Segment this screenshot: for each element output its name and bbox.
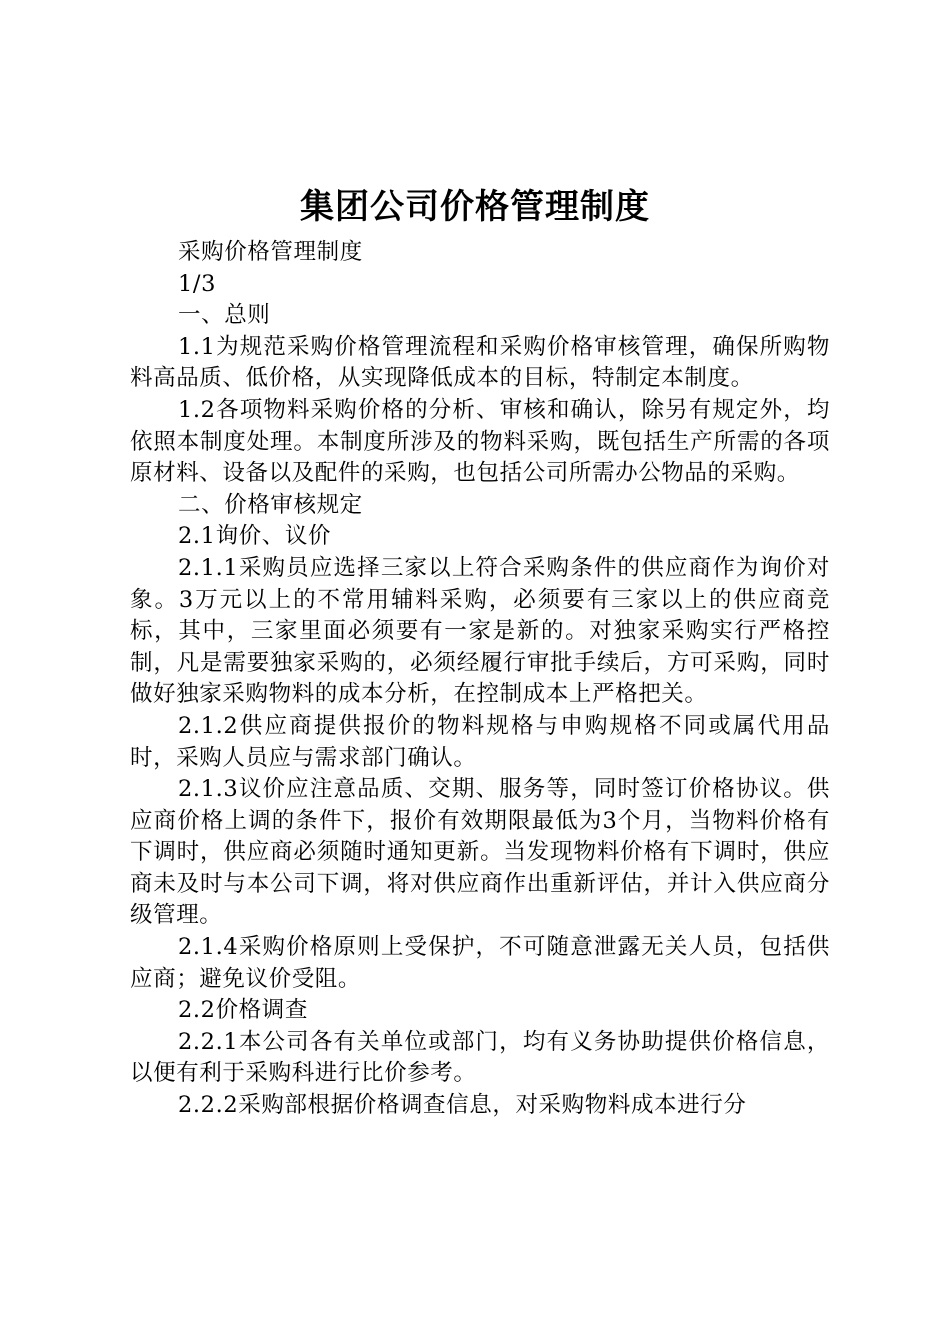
paragraph-2-1-3: 2.1.3议价应注意品质、交期、服务等，同时签订价格协议。供应商价格上调的条件下，报价有效期限最低为3个月，当物料价格有下调时，供应商必须随时通知更新。当发现物料价格有下调时，供应商未及时与本公司下调，将对供应商作出重新评估，并计入供应商分级管理。: [130, 776, 830, 929]
paragraph-2-1-1: 2.1.1采购员应选择三家以上符合采购条件的供应商作为询价对象。3万元以上的不常用辅料采购，必须要有三家以上的供应商竞标，其中，三家里面必须要有一家是新的。对独家采购实行严格控制，凡是需要独家采购的，必须经履行审批手续后，方可采购，同时做好独家采购物料的成本分析，在控制成本上严格把关。: [130, 554, 830, 708]
paragraph-2-1-2: 2.1.2供应商提供报价的物料规格与申购规格不同或属代用品时，采购人员应与需求部门确认。: [130, 712, 830, 771]
document-title: 集团公司价格管理制度: [300, 187, 650, 227]
subtitle-line: 采购价格管理制度: [178, 239, 363, 265]
paragraph-2-2-1: 2.2.1本公司各有关单位或部门，均有义务协助提供价格信息，以便有利于采购科进行比价参考。: [130, 1028, 830, 1087]
section-heading-general: 一、总则: [178, 302, 271, 329]
paragraph-1-1: 1.1为规范采购价格管理流程和采购价格审核管理，确保所购物料高品质、低价格，从实现降低成本的目标，特制定本制度。: [130, 333, 830, 392]
paragraph-2-2-2: 2.2.2采购部根据价格调查信息，对采购物料成本进行分: [178, 1092, 747, 1119]
document-body: [130, 237, 830, 1122]
paragraph-1-2: 1.2各项物料采购价格的分析、审核和确认，除另有规定外，均依照本制度处理。本制度所涉及的物料采购，既包括生产所需的各项原材料、设备以及配件的采购，也包括公司所需办公物品的采购。: [130, 396, 830, 487]
subsection-heading-2-2: 2.2价格调查: [178, 997, 308, 1024]
paragraph-2-1-4: 2.1.4采购价格原则上受保护，不可随意泄露无关人员，包括供应商；避免议价受阻。: [130, 934, 830, 992]
section-heading-price-review: 二、价格审核规定: [178, 491, 363, 518]
subsection-heading-2-1: 2.1询价、议价: [178, 523, 332, 550]
page-number-line: 1/3: [178, 270, 217, 297]
